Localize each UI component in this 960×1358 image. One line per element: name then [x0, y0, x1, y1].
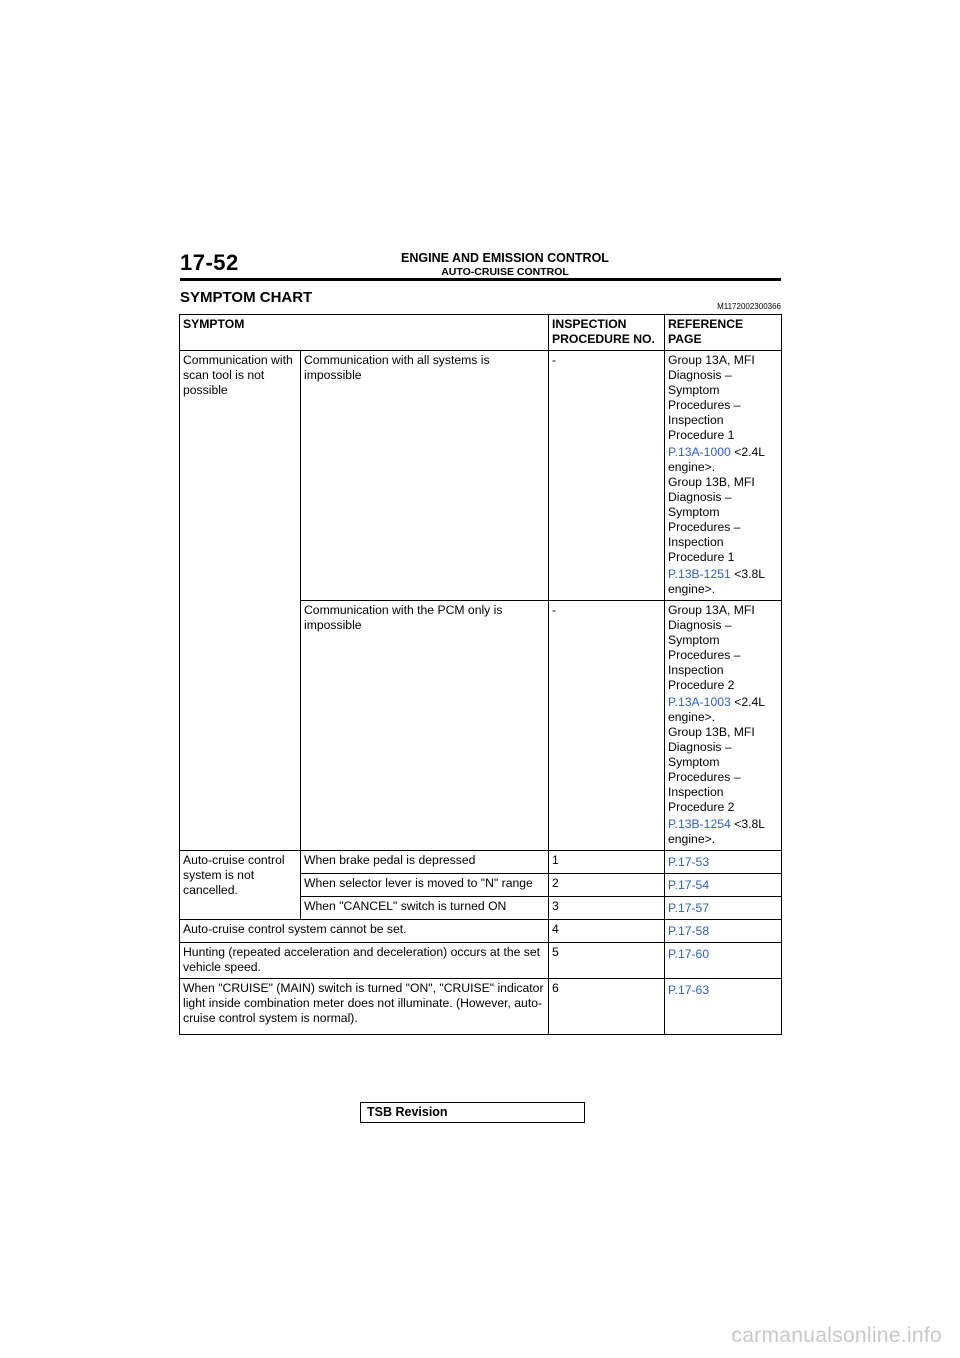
reference-cell [665, 851, 782, 874]
reference-text: Group 13A, MFI Diagnosis – Symptom Procedures – Inspection Procedure 2 [668, 603, 755, 692]
symptom-cell: Auto-cruise control system cannot be set. [180, 920, 549, 943]
reference-cell [665, 920, 782, 943]
column-header-symptom: SYMPTOM [180, 315, 549, 351]
procedure-cell: 2 [549, 874, 665, 897]
reference-link[interactable]: P.17-63 [668, 983, 710, 997]
reference-cell [665, 943, 782, 979]
reference-note: <3.8L engine>. [668, 567, 765, 596]
procedure-cell: 4 [549, 920, 665, 943]
document-id: M1172002300366 [717, 302, 781, 311]
reference-note: <2.4L engine>. [668, 695, 765, 724]
detail-cell: When brake pedal is depressed [301, 851, 549, 874]
procedure-cell: - [549, 601, 665, 851]
reference-link[interactable]: P.17-58 [668, 924, 710, 938]
reference-text: Group 13B, MFI Diagnosis – Symptom Procedures – Inspection Procedure 2 [668, 725, 755, 814]
column-header-procedure: INSPECTION PROCEDURE NO. [549, 315, 665, 351]
reference-cell [665, 874, 782, 897]
watermark: carmanualsonline.info [731, 1324, 942, 1347]
chapter-title: ENGINE AND EMISSION CONTROL [401, 251, 609, 265]
procedure-cell: 3 [549, 897, 665, 920]
header-divider [180, 278, 781, 281]
procedure-cell: - [549, 351, 665, 601]
symptom-cell: When "CRUISE" (MAIN) switch is turned "ON", "CRUISE" indicator light inside combination meter does not illuminate. (However, auto-cruise control system is normal). [180, 979, 549, 1035]
symptom-cell: Auto-cruise control system is not cancelled. [180, 851, 301, 920]
reference-link[interactable]: P.17-60 [668, 947, 710, 961]
procedure-cell: 5 [549, 943, 665, 979]
section-title: SYMPTOM CHART [180, 289, 313, 306]
reference-note: <2.4L engine>. [668, 445, 765, 474]
symptom-cell: Communication with scan tool is not possible [180, 351, 301, 851]
symptom-cell: Hunting (repeated acceleration and deceleration) occurs at the set vehicle speed. [180, 943, 549, 979]
reference-link[interactable]: P.13B-1254 [668, 817, 731, 831]
detail-cell: Communication with all systems is impossible [301, 351, 549, 601]
reference-link[interactable]: P.17-54 [668, 878, 710, 892]
reference-link[interactable]: P.13A-1003 [668, 695, 731, 709]
reference-note: <3.8L engine>. [668, 817, 765, 846]
detail-cell: When "CANCEL" switch is turned ON [301, 897, 549, 920]
reference-text: Group 13A, MFI Diagnosis – Symptom Procedures – Inspection Procedure 1 [668, 353, 755, 442]
detail-cell: When selector lever is moved to "N" range [301, 874, 549, 897]
table-row [180, 351, 782, 601]
symptom-chart-table [179, 314, 782, 1035]
detail-cell: Communication with the PCM only is impossible [301, 601, 549, 851]
reference-cell [665, 601, 782, 851]
reference-cell [665, 897, 782, 920]
column-header-reference: REFERENCE PAGE [665, 315, 782, 351]
table-row [180, 851, 782, 874]
reference-link[interactable]: P.17-57 [668, 901, 710, 915]
tsb-revision-box: TSB Revision [360, 1102, 585, 1123]
reference-link[interactable]: P.13A-1000 [668, 445, 731, 459]
table-row [180, 943, 782, 979]
reference-cell [665, 351, 782, 601]
procedure-cell: 1 [549, 851, 665, 874]
reference-link[interactable]: P.13B-1251 [668, 567, 731, 581]
table-row [180, 979, 782, 1035]
chapter-subtitle: AUTO-CRUISE CONTROL [441, 266, 569, 278]
reference-cell [665, 979, 782, 1035]
table-header-row [180, 315, 782, 351]
table-row [180, 920, 782, 943]
reference-text: Group 13B, MFI Diagnosis – Symptom Procedures – Inspection Procedure 1 [668, 475, 755, 564]
page-number: 17-52 [180, 250, 239, 275]
procedure-cell: 6 [549, 979, 665, 1035]
reference-link[interactable]: P.17-53 [668, 855, 710, 869]
